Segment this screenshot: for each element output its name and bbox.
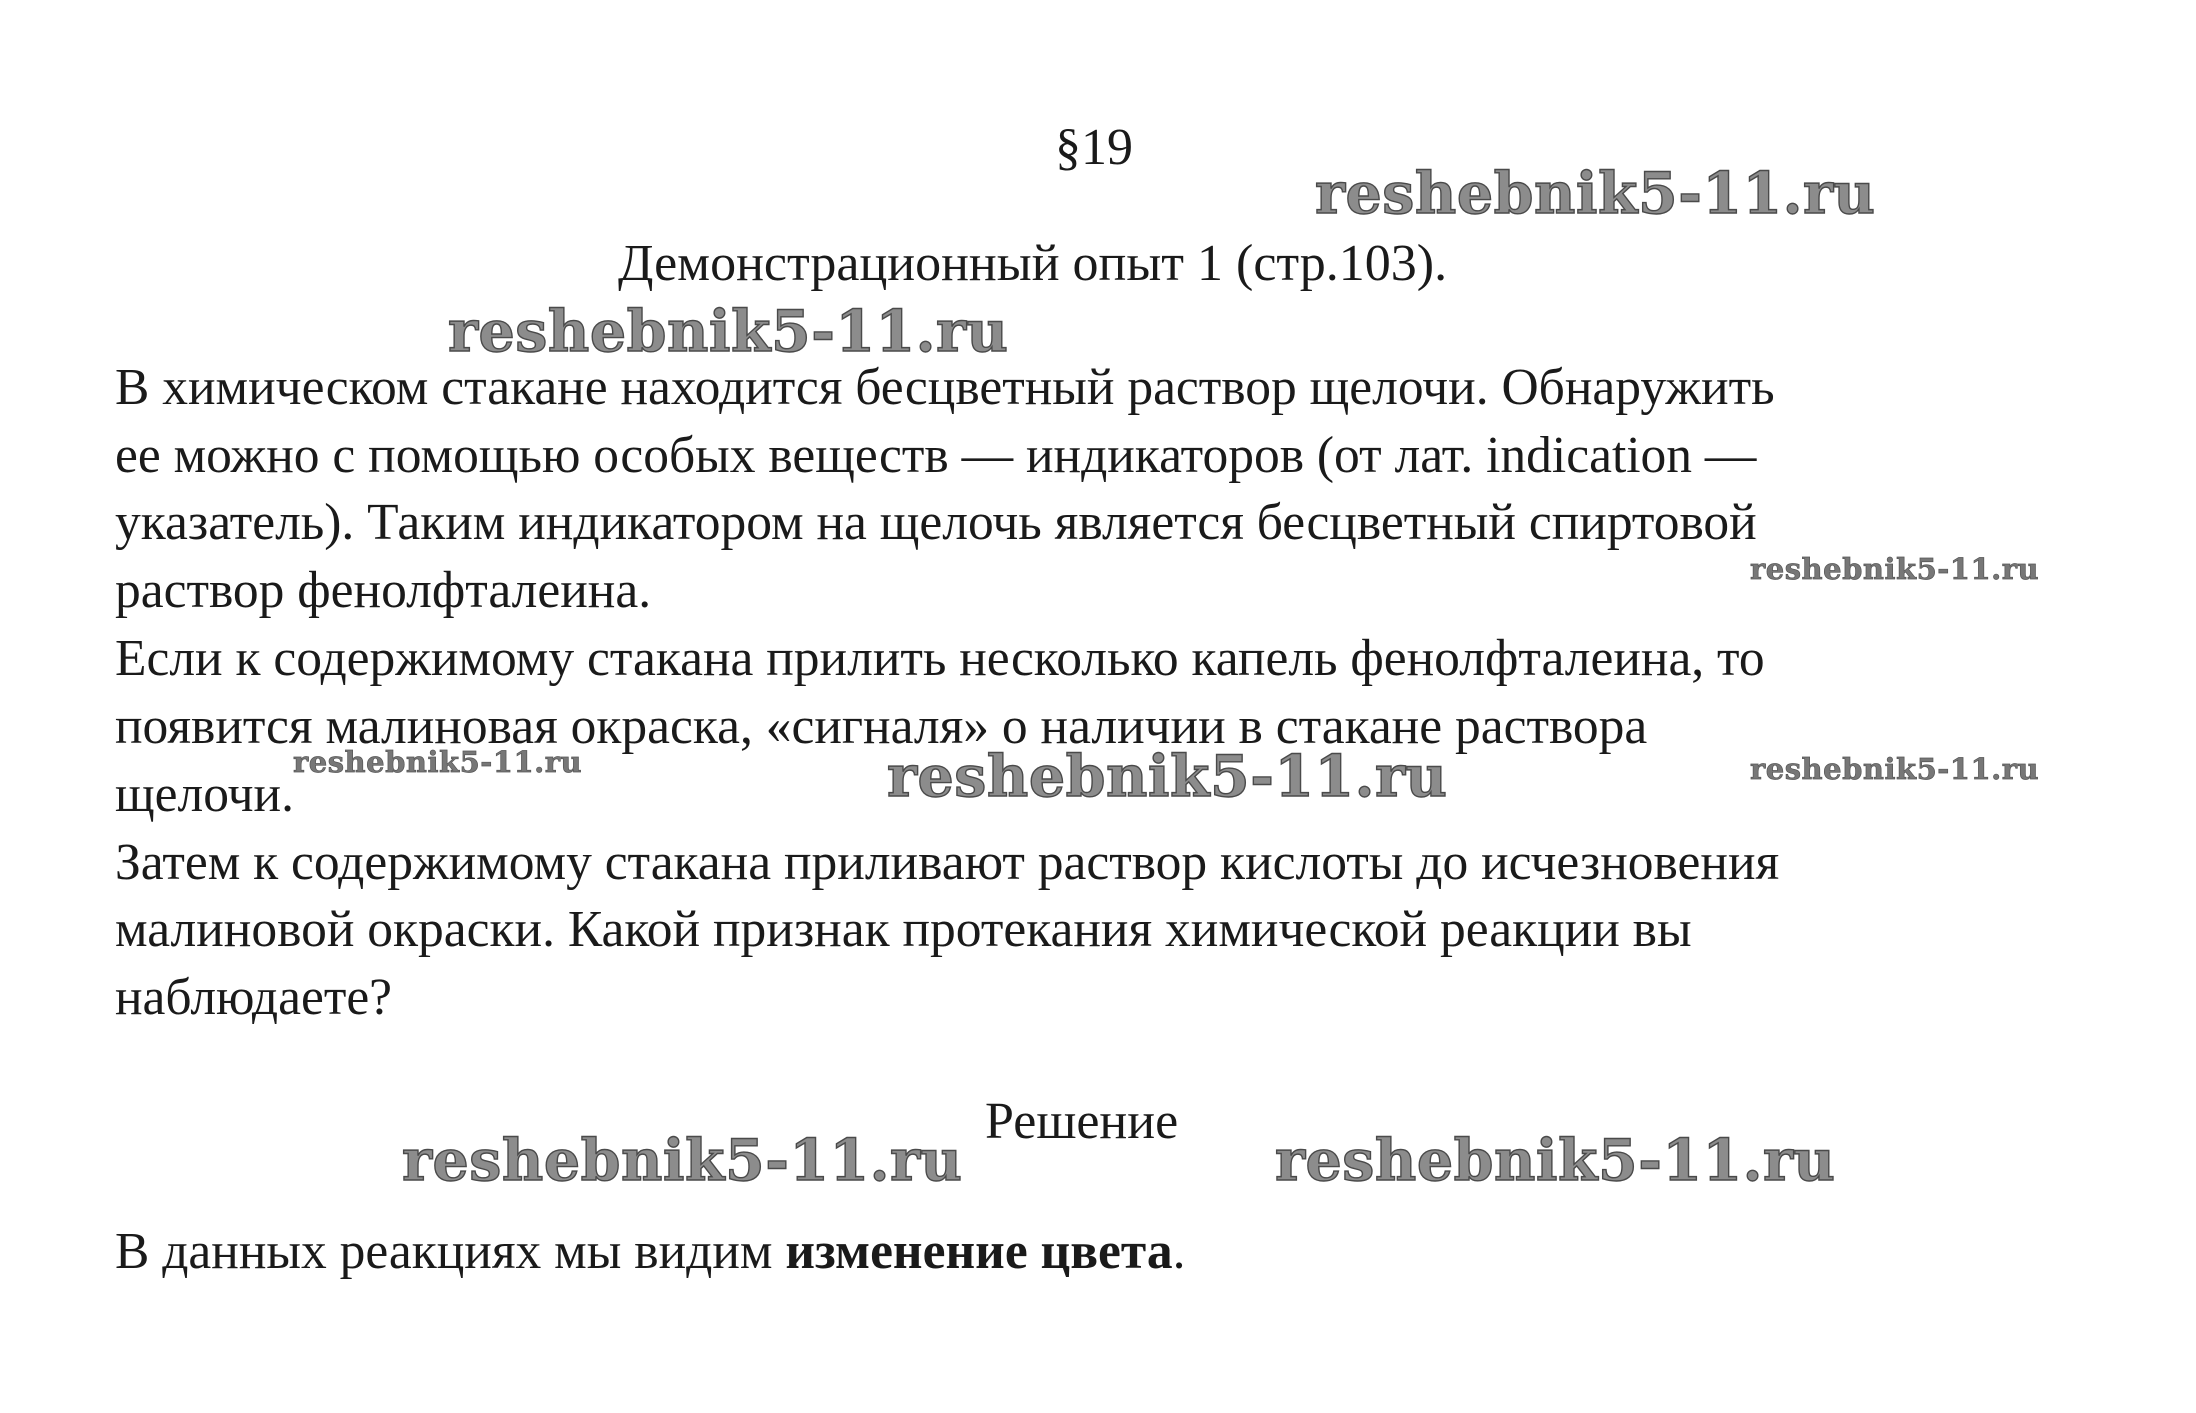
answer-suffix: . <box>1172 1223 1186 1280</box>
task-line-5: Если к содержимому стакана прилить несколько капель фенолфталеина, то <box>115 630 1765 687</box>
experiment-title: Демонстрационный опыт 1 (стр.103). <box>618 235 1448 292</box>
watermark: reshebnik5-11.ru <box>448 298 1009 365</box>
answer-line <box>115 1220 1185 1284</box>
task-line-8: Затем к содержимому стакана приливают раствор кислоты до исчезновения <box>115 834 1780 891</box>
answer-prefix: В данных реакциях мы видим <box>115 1223 786 1280</box>
watermark: reshebnik5-11.ru <box>887 743 1448 810</box>
task-line-6: появится малиновая окраска, «сигналя» о наличии в стакане раствора <box>115 698 1648 755</box>
solution-heading: Решение <box>985 1093 1179 1150</box>
watermark: reshebnik5-11.ru <box>1315 160 1876 227</box>
task-line-1: В химическом стакане находится бесцветный раствор щелочи. Обнаружить <box>115 359 1775 416</box>
section-number: §19 <box>1055 119 1133 176</box>
task-line-3: указатель). Таким индикатором на щелочь является бесцветный спиртовой <box>115 494 1757 551</box>
task-line-7: щелочи. <box>115 766 294 823</box>
answer-bold-text: изменение цвета <box>785 1223 1173 1280</box>
watermark: reshebnik5-11.ru <box>1750 752 2040 786</box>
task-line-2: ее можно с помощью особых веществ — индикаторов (от лат. indication — <box>115 427 1757 484</box>
watermark: reshebnik5-11.ru <box>402 1127 963 1194</box>
task-line-4: раствор фенолфталеина. <box>115 562 652 619</box>
watermark: reshebnik5-11.ru <box>1275 1127 1836 1194</box>
watermark: reshebnik5-11.ru <box>1750 552 2040 586</box>
task-line-9: малиновой окраски. Какой признак протекания химической реакции вы <box>115 901 1692 958</box>
watermark: reshebnik5-11.ru <box>293 745 583 779</box>
task-line-10: наблюдаете? <box>115 969 393 1026</box>
